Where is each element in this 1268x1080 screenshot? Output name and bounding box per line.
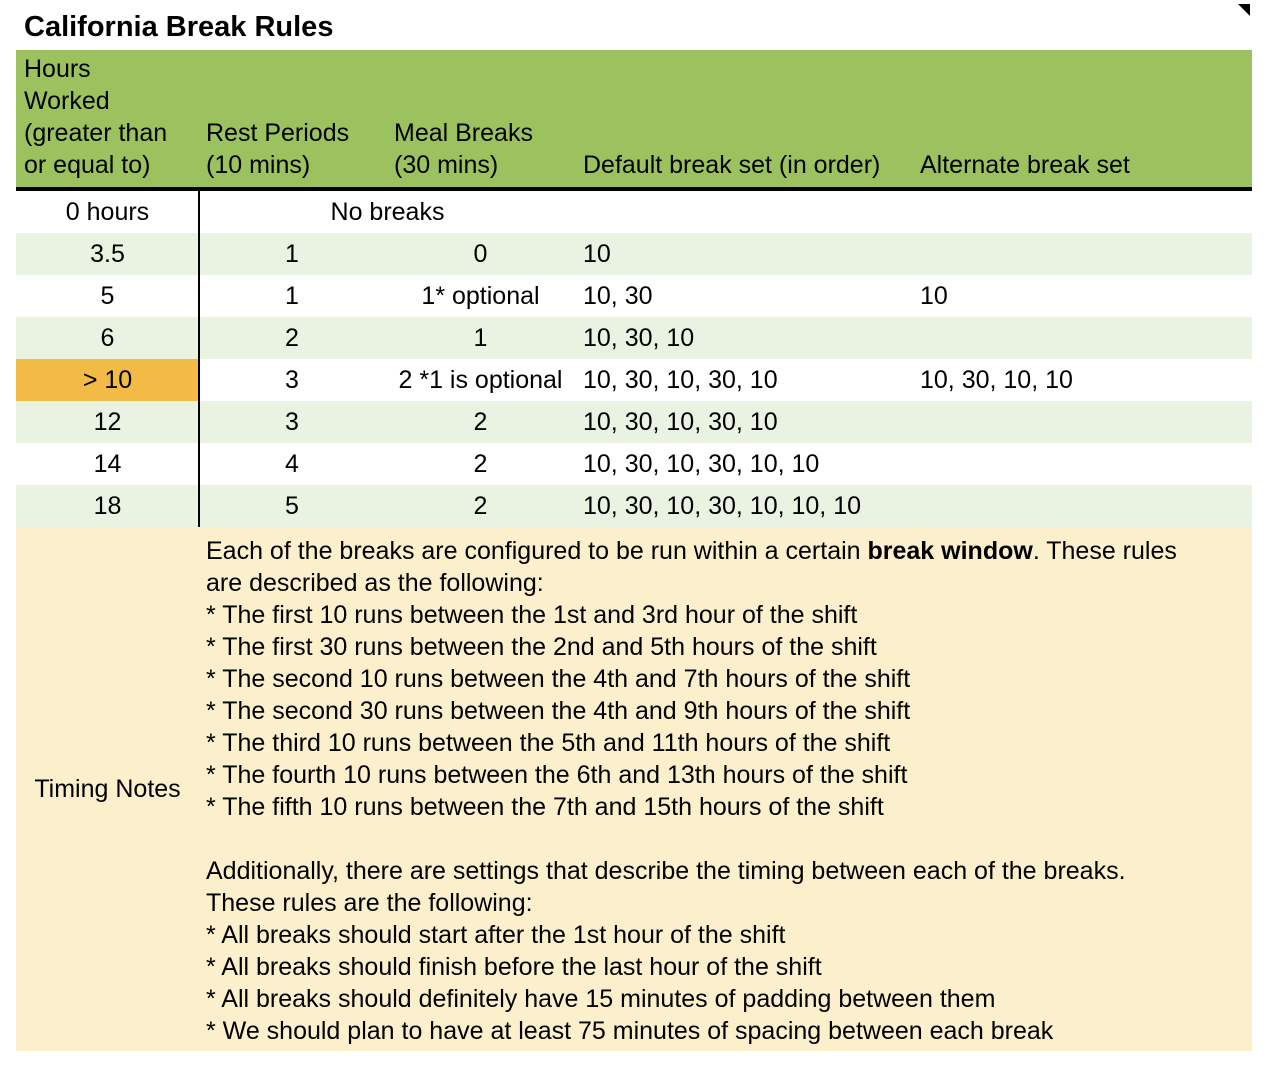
cell-alternate-break-set[interactable]: 10: [920, 282, 948, 310]
notes-additional-line-1: Additionally, there are settings that describe the timing between each of the breaks.: [206, 857, 1126, 885]
cell-rest-periods[interactable]: 2: [285, 324, 299, 352]
cell-default-break-set[interactable]: 10: [583, 240, 611, 268]
table-row: [16, 485, 1252, 527]
notes-intro-bold: break window: [867, 537, 1033, 565]
cell-default-break-set[interactable]: 10, 30, 10, 30, 10, 10, 10: [583, 492, 862, 520]
cell-alternate-break-set[interactable]: 10, 30, 10, 10: [920, 366, 1073, 394]
cell-meal-breaks[interactable]: 2: [473, 450, 488, 478]
timing-notes-label[interactable]: Timing Notes: [34, 775, 181, 803]
header-alternate-break-set[interactable]: Alternate break set: [920, 151, 1130, 179]
cell-meal-breaks[interactable]: 1: [473, 324, 488, 352]
table-row: [16, 191, 1252, 233]
paragraph-spacer: [206, 823, 1248, 855]
cell-rest-periods[interactable]: 1: [285, 282, 299, 310]
header-rest-line-2: (10 mins): [206, 151, 311, 179]
header-hours-line-3: (greater than: [24, 119, 168, 147]
header-meal-line-1: Meal Breaks: [394, 119, 533, 147]
notes-additional-line-2: These rules are the following:: [206, 889, 533, 917]
timing-rule: * We should plan to have at least 75 minutes of spacing between each break: [206, 1017, 1054, 1045]
window-rule: * The fourth 10 runs between the 6th and 13th hours of the shift: [206, 761, 908, 789]
header-hours-line-4: or equal to): [24, 151, 151, 179]
header-hours-line-2: Worked: [24, 87, 110, 115]
header-default-break-set[interactable]: Default break set (in order): [583, 151, 881, 179]
timing-rule: * All breaks should start after the 1st hour of the shift: [206, 921, 786, 949]
table-row: [16, 359, 1252, 401]
timing-notes-row: [16, 527, 1252, 1051]
timing-rule: * All breaks should definitely have 15 minutes of padding between them: [206, 985, 996, 1013]
header-rest-periods[interactable]: [206, 117, 349, 181]
cell-meal-breaks[interactable]: 2: [473, 408, 488, 436]
cell-hours[interactable]: 12: [93, 408, 122, 436]
header-hours-line-1: Hours: [24, 55, 91, 83]
cell-default-break-set[interactable]: 10, 30, 10, 30, 10, 10: [583, 450, 820, 478]
cell-rest-periods[interactable]: 1: [285, 240, 299, 268]
cell-hours[interactable]: 14: [93, 450, 122, 478]
table-row: [16, 317, 1252, 359]
header-meal-line-2: (30 mins): [394, 151, 499, 179]
cell-meal-breaks[interactable]: 2: [473, 492, 488, 520]
table-row: [16, 233, 1252, 275]
cell-rest-periods[interactable]: 4: [285, 450, 299, 478]
break-rules-table: [16, 50, 1252, 1051]
cell-hours-highlighted[interactable]: > 10: [16, 359, 199, 401]
column-divider: [198, 191, 200, 529]
cell-hours[interactable]: 3.5: [90, 240, 125, 268]
notes-intro-line-2: are described as the following:: [206, 569, 544, 597]
timing-rule: * All breaks should finish before the last hour of the shift: [206, 953, 822, 981]
cell-hours[interactable]: 0 hours: [65, 198, 150, 226]
sheet-title: California Break Rules: [24, 11, 334, 43]
cell-hours[interactable]: 5: [100, 282, 115, 310]
header-row: [16, 50, 1252, 191]
window-rule: * The second 30 runs between the 4th and 9th hours of the shift: [206, 697, 911, 725]
cell-rest-periods[interactable]: 3: [285, 366, 299, 394]
cell-no-breaks[interactable]: No breaks: [330, 198, 445, 226]
cell-default-break-set[interactable]: 10, 30, 10, 30, 10: [583, 408, 778, 436]
window-rule: * The third 10 runs between the 5th and 11th hours of the shift: [206, 729, 891, 757]
notes-intro-after: . These rules: [1032, 537, 1177, 565]
sheet-corner-marker-icon: [1238, 4, 1250, 16]
window-rule: * The second 10 runs between the 4th and 7th hours of the shift: [206, 665, 911, 693]
table-row: [16, 275, 1252, 317]
cell-meal-breaks[interactable]: 2 *1 is optional: [398, 366, 563, 394]
table-row: [16, 401, 1252, 443]
cell-default-break-set[interactable]: 10, 30, 10, 30, 10: [583, 366, 778, 394]
notes-intro-before: Each of the breaks are configured to be run within a certain: [206, 537, 868, 565]
header-meal-breaks[interactable]: [394, 117, 533, 181]
window-rule: * The fifth 10 runs between the 7th and 15th hours of the shift: [206, 793, 884, 821]
cell-hours[interactable]: 6: [100, 324, 115, 352]
cell-hours[interactable]: 18: [93, 492, 122, 520]
header-hours-worked[interactable]: [24, 53, 167, 181]
cell-default-break-set[interactable]: 10, 30: [583, 282, 653, 310]
window-rule: * The first 30 runs between the 2nd and 5th hours of the shift: [206, 633, 877, 661]
cell-meal-breaks[interactable]: 0: [473, 240, 488, 268]
window-rule: * The first 10 runs between the 1st and 3rd hour of the shift: [206, 601, 858, 629]
cell-rest-periods[interactable]: 5: [285, 492, 299, 520]
cell-meal-breaks[interactable]: 1* optional: [421, 282, 540, 310]
notes-intro-line: [206, 535, 1248, 567]
cell-rest-periods[interactable]: 3: [285, 408, 299, 436]
header-rest-line-1: Rest Periods: [206, 119, 350, 147]
timing-notes-text[interactable]: [206, 535, 1248, 1047]
table-row: [16, 443, 1252, 485]
cell-default-break-set[interactable]: 10, 30, 10: [583, 324, 695, 352]
